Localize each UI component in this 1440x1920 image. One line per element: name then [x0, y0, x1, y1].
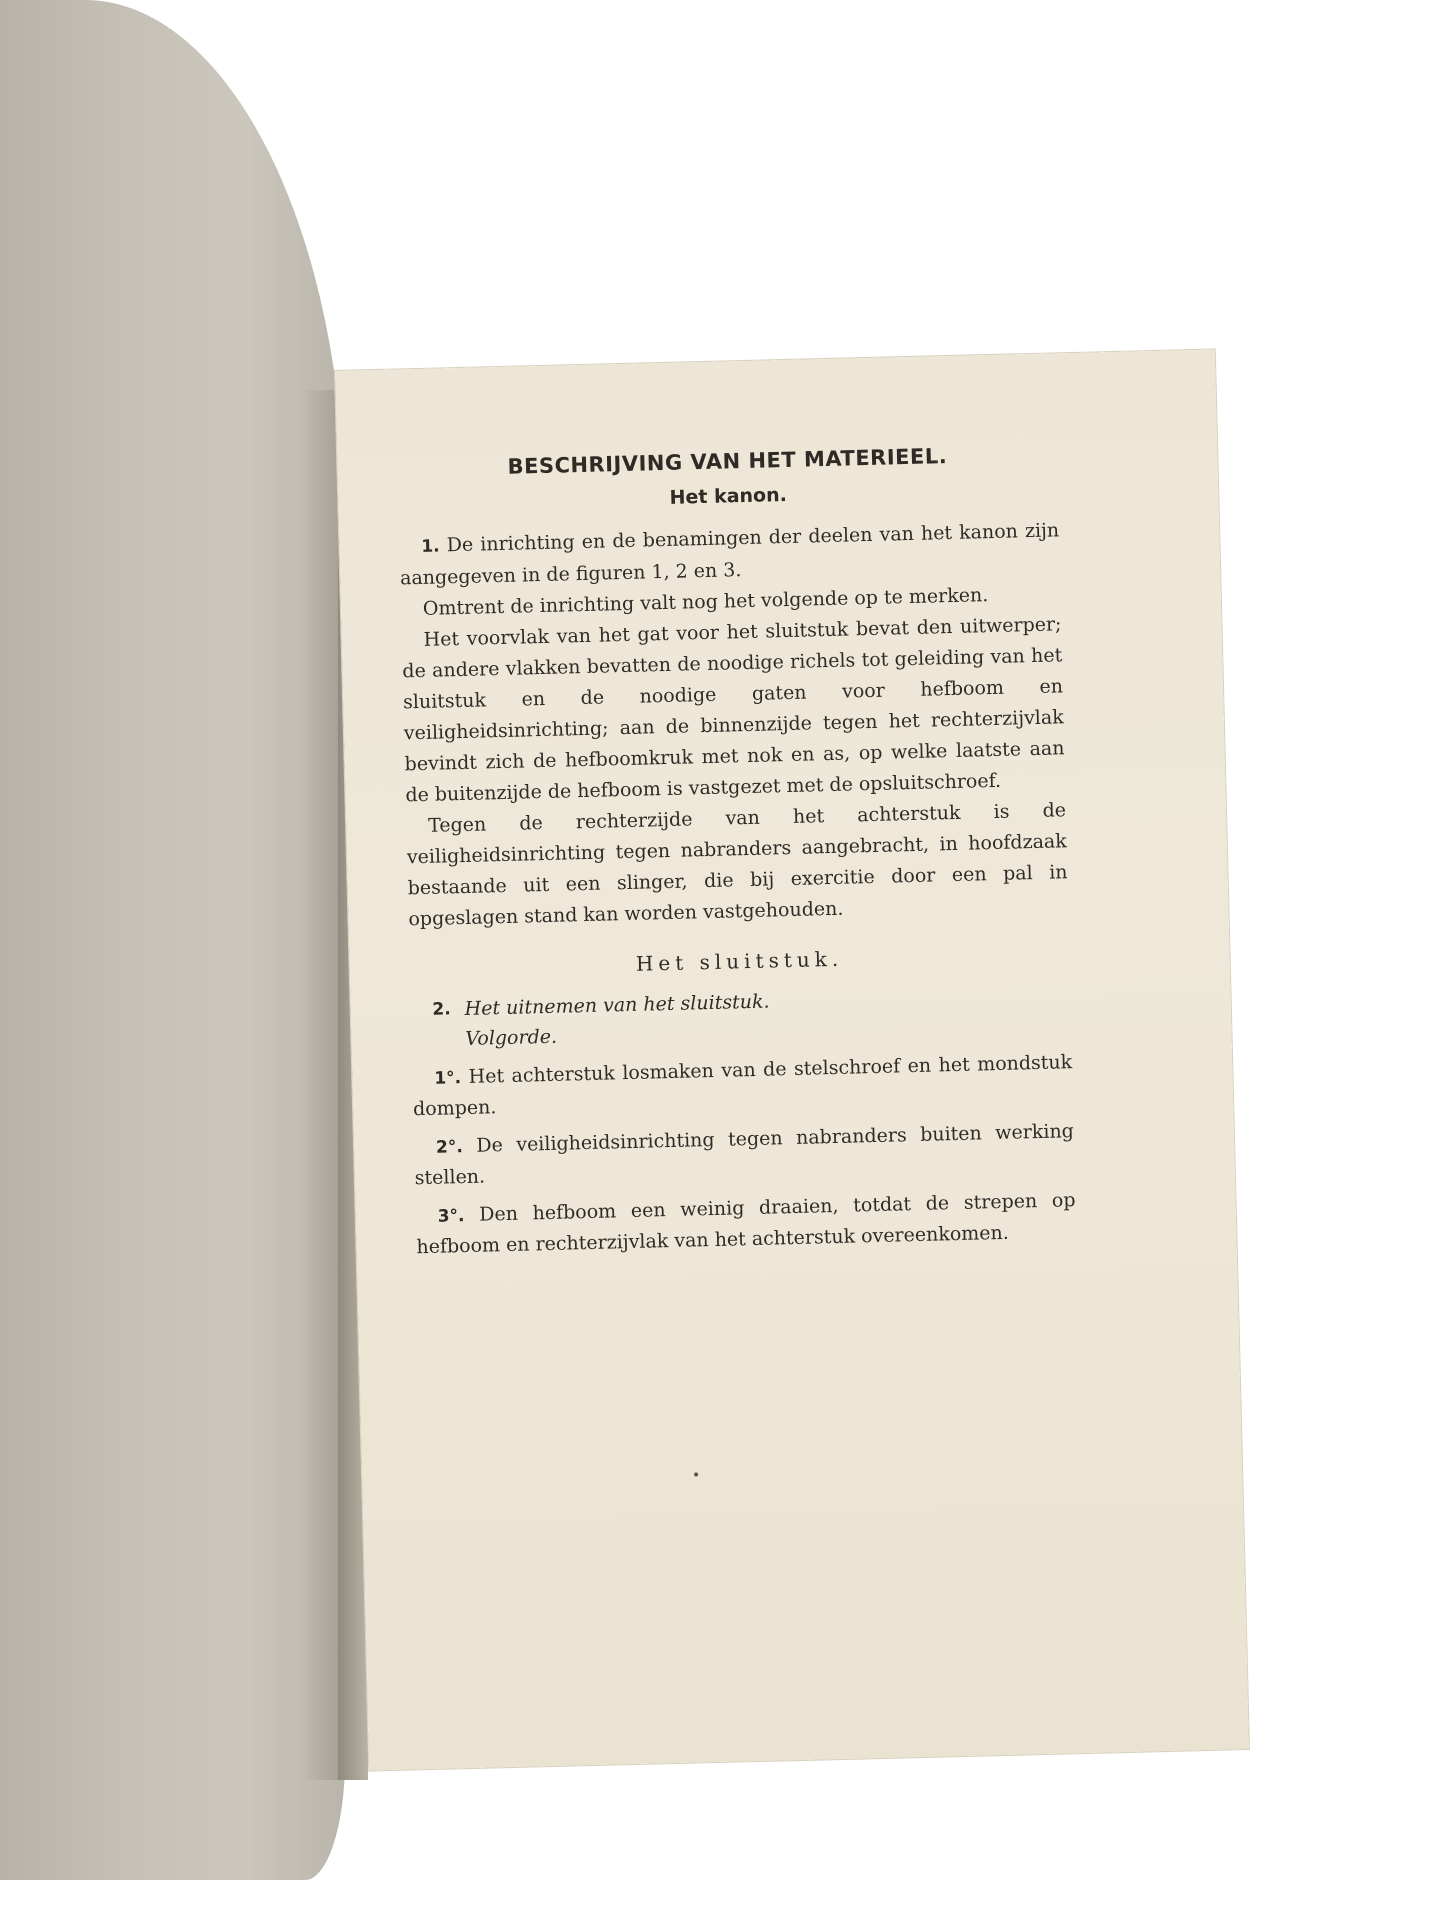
item-subtitle: Volgorde.: [465, 1025, 558, 1050]
paragraph: [406, 795, 1069, 935]
numbered-item-heading: [410, 979, 1071, 1055]
step-text: Den hefboom een weinig draaien, totdat de strepen op hefboom en rechterzijvlak van het achterstuk overeenkomen.: [416, 1189, 1076, 1259]
left-blank-page: [0, 0, 345, 1880]
page-text-block: [397, 441, 1077, 1270]
paragraph-number: 1.: [421, 536, 440, 557]
item-number: 2.: [432, 999, 451, 1020]
step-text: Het achterstuk losmaken van de stelschroef en het mondstuk dompen.: [412, 1051, 1073, 1121]
item-title: Het uitnemen van het sluitstuk.: [464, 990, 770, 1020]
printed-page: [335, 349, 1249, 1770]
page-subheading: Het kanon.: [669, 483, 788, 509]
item-lines: [464, 987, 770, 1054]
paragraph-text: De inrichting en de benamingen der deelen van het kanon zijn aangegeven in de figuren 1, 2 en 3.: [399, 519, 1060, 590]
page-heading: BESCHRIJVING VAN HET MATERIEEL.: [507, 444, 948, 479]
step-number: 1°.: [434, 1068, 462, 1089]
paper-speck: [694, 1472, 698, 1476]
step-paragraph: [412, 1047, 1073, 1124]
paragraph: [401, 609, 1065, 811]
step-paragraph: [414, 1116, 1075, 1193]
section-title: Het sluitstuk.: [635, 946, 844, 976]
paragraph-text: Het voorvlak van het gat voor het sluitstuk bevat den uitwerper; de andere vlakken bevatten de noodige richels tot geleiding van het sluitstuk en de noodige gaten voor hefboom en veiligheidsinrichting; aan de binnenzijde tegen het rechterzijvlak bevindt zich de hefboomkruk met nok en as, op welke laatste aan de buitenzijde de hefboom is vastgezet met de opsluitschroef.: [402, 613, 1065, 807]
paragraph-text: Tegen de rechterzijde van het achterstuk is de veiligheidsinrichting tegen nabranders aangebracht, in hoofdzaak bestaande uit een slinger, die bij exercitie door een pal in opgeslagen stand kan worden vastgehouden.: [406, 799, 1068, 931]
paragraph-text: Omtrent de inrichting valt nog het volgende op te merken.: [422, 584, 989, 620]
step-number: 2°.: [435, 1137, 464, 1158]
step-paragraph: [415, 1185, 1076, 1262]
step-number: 3°.: [437, 1206, 465, 1227]
step-text: De veiligheidsinrichting tegen nabranders buiten werking stellen.: [414, 1120, 1075, 1190]
